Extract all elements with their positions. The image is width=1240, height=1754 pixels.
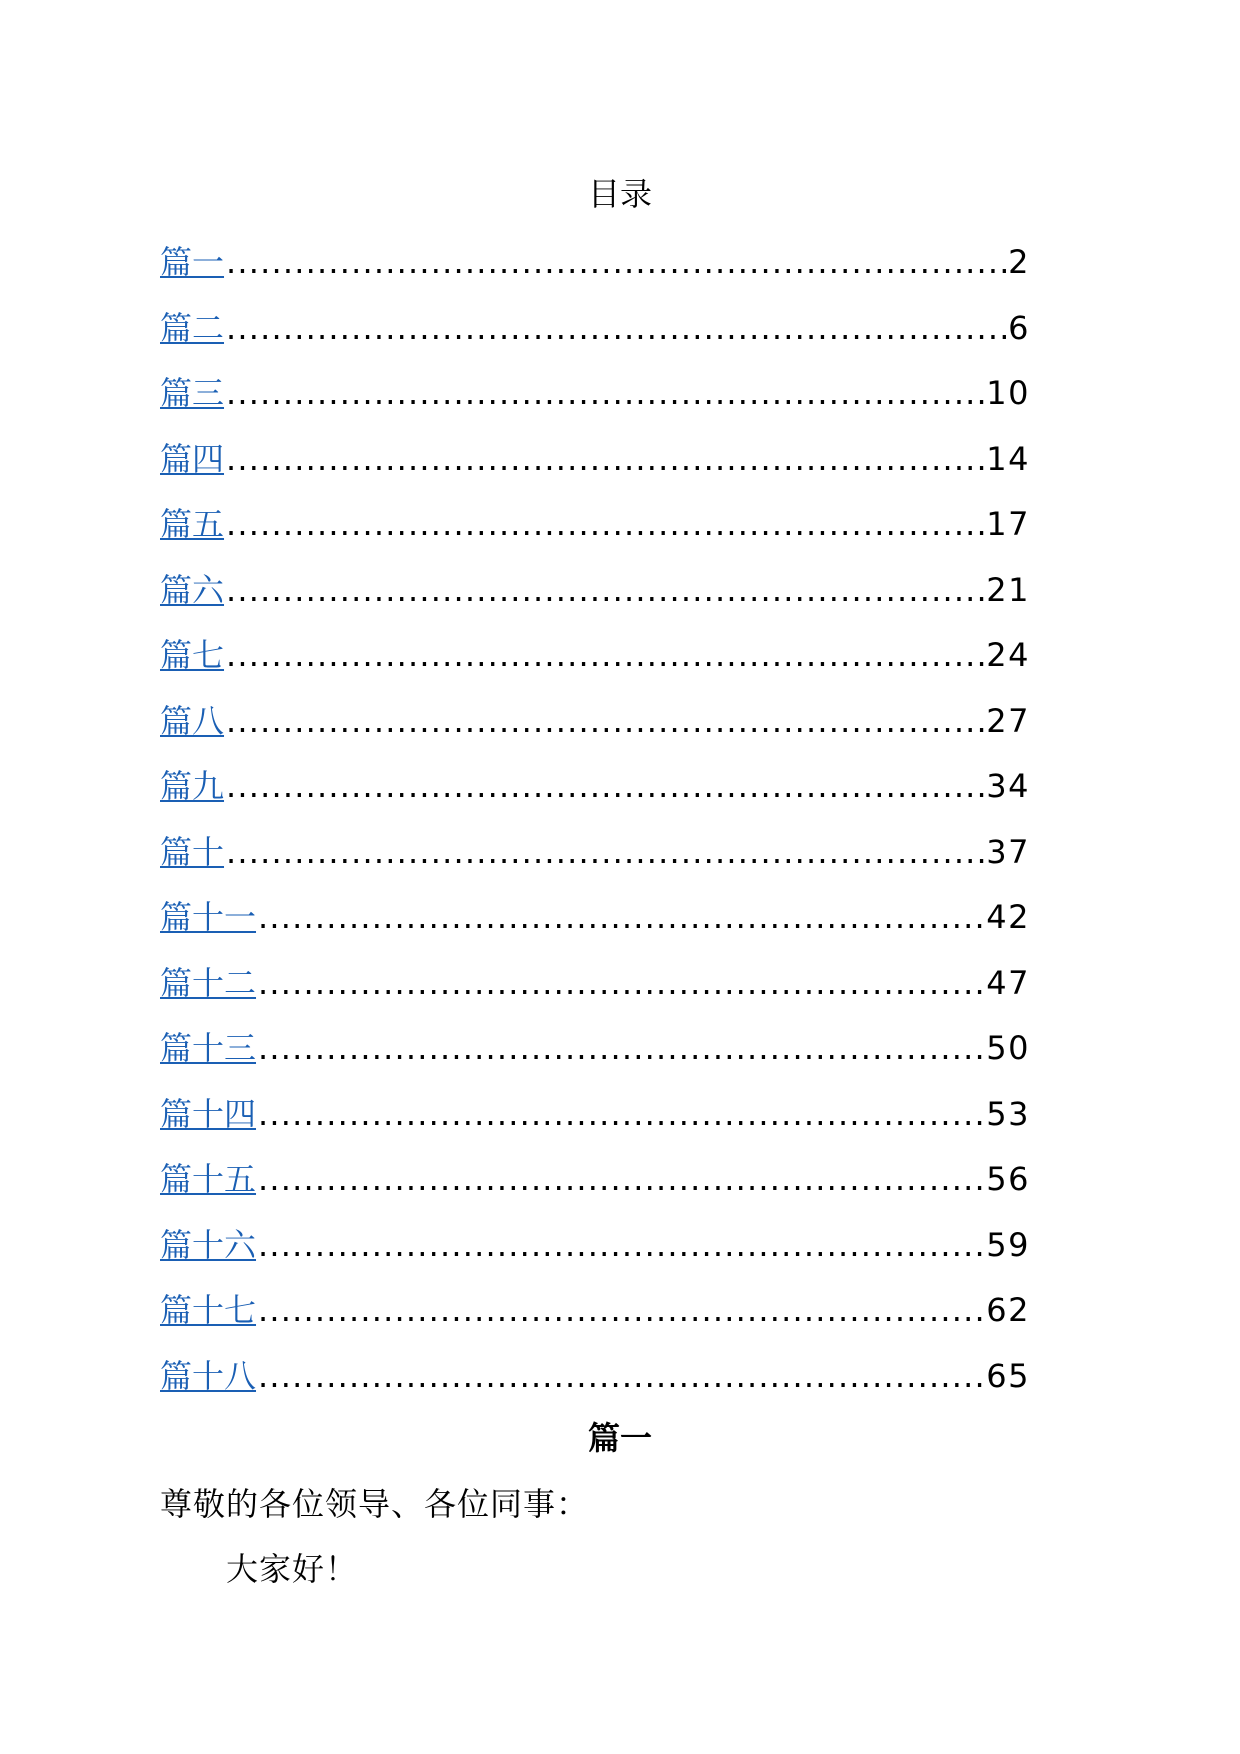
toc-link-11[interactable]: 篇十一 (160, 898, 257, 936)
toc-page-number: 14 (986, 439, 1030, 478)
greeting-text: 大家好！ (226, 1550, 359, 1588)
toc-page-number: 6 (1008, 308, 1030, 347)
toc-leader (258, 1354, 984, 1398)
toc-page-number: 2 (1008, 243, 1030, 281)
toc-page-number: 37 (986, 832, 1030, 871)
toc-leader (258, 961, 984, 1005)
toc-link-9[interactable]: 篇九 (160, 767, 225, 805)
toc-item (160, 306, 1030, 372)
toc-item (160, 1354, 1030, 1420)
toc-item (160, 568, 1030, 634)
toc-link-12[interactable]: 篇十二 (160, 963, 257, 1002)
toc-link-6[interactable]: 篇六 (160, 570, 225, 609)
toc-link-13[interactable]: 篇十三 (160, 1029, 257, 1067)
toc-page-number: 62 (986, 1291, 1030, 1329)
toc-item (160, 502, 1030, 568)
toc-page-number: 53 (986, 1094, 1030, 1133)
toc-item (160, 633, 1030, 699)
toc-leader (226, 633, 984, 677)
toc-leader (226, 699, 984, 743)
toc-item (160, 895, 1030, 961)
toc-item (160, 1223, 1030, 1289)
toc-link-16[interactable]: 篇十六 (160, 1225, 257, 1264)
toc-link-7[interactable]: 篇七 (160, 636, 225, 674)
toc-item (160, 764, 1030, 830)
toc-item (160, 830, 1030, 896)
toc-item (160, 1288, 1030, 1354)
toc-page-number: 17 (986, 505, 1030, 543)
toc-leader (258, 1026, 984, 1070)
toc-page-number: 27 (986, 701, 1030, 740)
toc-item (160, 1157, 1030, 1223)
toc-link-18[interactable]: 篇十八 (160, 1356, 257, 1395)
toc-link-10[interactable]: 篇十 (160, 832, 225, 871)
toc-item (160, 1026, 1030, 1092)
toc-link-1[interactable]: 篇一 (160, 243, 225, 281)
toc-leader (226, 240, 1006, 284)
toc-link-3[interactable]: 篇三 (160, 374, 225, 412)
toc-page-number: 34 (986, 767, 1030, 805)
salutation-text: 尊敬的各位领导、各位同事： (160, 1485, 590, 1523)
toc-leader (226, 437, 984, 481)
toc-link-2[interactable]: 篇二 (160, 308, 225, 347)
toc-page-number: 59 (986, 1225, 1030, 1264)
toc-leader (226, 568, 984, 612)
toc-leader (226, 830, 984, 874)
toc-item (160, 371, 1030, 437)
toc-item (160, 1092, 1030, 1158)
toc-item (160, 240, 1030, 306)
toc-link-15[interactable]: 篇十五 (160, 1160, 257, 1198)
toc-leader (258, 1092, 984, 1136)
toc-page-number: 65 (986, 1356, 1030, 1395)
toc-list (160, 240, 1030, 1419)
toc-link-8[interactable]: 篇八 (160, 701, 225, 740)
toc-link-14[interactable]: 篇十四 (160, 1094, 257, 1133)
toc-leader (226, 371, 984, 415)
toc-page-number: 24 (986, 636, 1030, 674)
toc-page-number: 10 (986, 374, 1030, 412)
toc-item (160, 699, 1030, 765)
toc-link-5[interactable]: 篇五 (160, 505, 225, 543)
toc-page-number: 47 (986, 963, 1030, 1002)
toc-leader (226, 764, 984, 808)
toc-item (160, 961, 1030, 1027)
toc-item (160, 437, 1030, 503)
toc-leader (258, 895, 984, 939)
toc-page-number: 42 (986, 898, 1030, 936)
toc-page-number: 56 (986, 1160, 1030, 1198)
toc-leader (226, 306, 1006, 350)
toc-link-17[interactable]: 篇十七 (160, 1291, 257, 1329)
toc-leader (226, 502, 984, 546)
toc-page-number: 50 (986, 1029, 1030, 1067)
toc-leader (258, 1157, 984, 1201)
toc-link-4[interactable]: 篇四 (160, 439, 225, 478)
toc-leader (258, 1223, 984, 1267)
section-heading: 篇一 (587, 1419, 652, 1457)
toc-title: 目录 (587, 175, 652, 213)
toc-leader (258, 1288, 984, 1332)
toc-page-number: 21 (986, 570, 1030, 609)
